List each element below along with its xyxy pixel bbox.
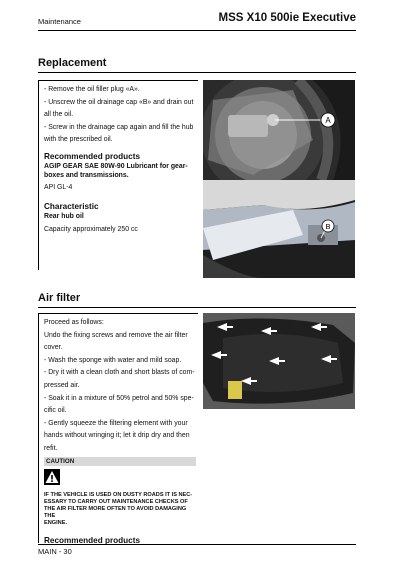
product-name-cont: boxes and transmissions. (44, 171, 129, 179)
air-filter-step: hands without wringing it; let it drip dry and then (44, 432, 190, 440)
characteristic-heading: Characteristic (44, 201, 99, 211)
header-model: MSS X10 500ie Executive (218, 12, 356, 24)
replacement-step: - Remove the oil filler plug «A». (44, 86, 140, 93)
caution-text: ESSARY TO CARRY OUT MAINTENANCE CHECKS OF (44, 498, 188, 505)
warning-triangle-icon (44, 469, 60, 485)
label-b: B (325, 222, 331, 231)
label-a: A (325, 116, 331, 125)
air-filter-step: refit. (44, 444, 58, 452)
product-name: AGIP GEAR SAE 80W-90 Lubricant for gear- (44, 162, 188, 170)
characteristic-value: Capacity approximately 250 cc (44, 225, 138, 233)
air-filter-cover-photo (203, 313, 355, 409)
replacement-text-box (38, 80, 198, 270)
air-filter-step: cific oil. (44, 407, 67, 415)
caution-text: ENGINE. (44, 520, 68, 527)
replacement-step: all the oil. (44, 111, 74, 119)
air-filter-step: - Gently squeeze the filtering element with your (44, 419, 188, 427)
caution-label: CAUTION (44, 457, 196, 466)
product-spec: API GL-4 (44, 183, 73, 191)
air-filter-step: - Dry it with a clean cloth and short blasts of com- (44, 369, 195, 377)
air-filter-text-box (38, 313, 198, 543)
air-filter-rule (38, 307, 356, 308)
rear-hub-photo (203, 80, 355, 180)
recommended-products-heading: Recommended products (44, 151, 140, 161)
footer-rule (38, 544, 356, 545)
replacement-step: - Screw in the drainage cap again and fill the hub (44, 123, 194, 131)
page-number: MAIN - 30 (38, 547, 72, 556)
air-filter-step: cover. (44, 344, 63, 352)
header-section: Maintenance (38, 17, 81, 26)
air-filter-step: - Wash the sponge with water and mild soap. (44, 356, 182, 364)
caution-text: IF THE VEHICLE IS USED ON DUSTY ROADS IT IS NEC- (44, 491, 193, 498)
header-rule (38, 30, 356, 31)
air-filter-step: Proceed as follows: (44, 319, 104, 326)
recommended-products-heading: Recommended products (44, 535, 140, 545)
air-filter-step: - Soak it in a mixture of 50% petrol and 50% spe- (44, 394, 194, 402)
replacement-step: with the prescribed oil. (44, 136, 113, 144)
air-filter-step: Undo the fixing screws and remove the air filter (44, 331, 188, 339)
air-filter-title: Air filter (38, 292, 81, 304)
replacement-title: Replacement (38, 57, 107, 69)
page-header (38, 12, 356, 32)
replacement-step: - Unscrew the oil drainage cap «B» and drain out (44, 98, 194, 106)
drain-cap-photo (203, 180, 355, 278)
air-filter-step: pressed air. (44, 381, 80, 389)
characteristic-name: Rear hub oil (44, 212, 84, 220)
caution-text: THE AIR FILTER MORE OFTEN TO AVOID DAMAGING THE (44, 505, 187, 520)
replacement-rule (38, 72, 356, 73)
